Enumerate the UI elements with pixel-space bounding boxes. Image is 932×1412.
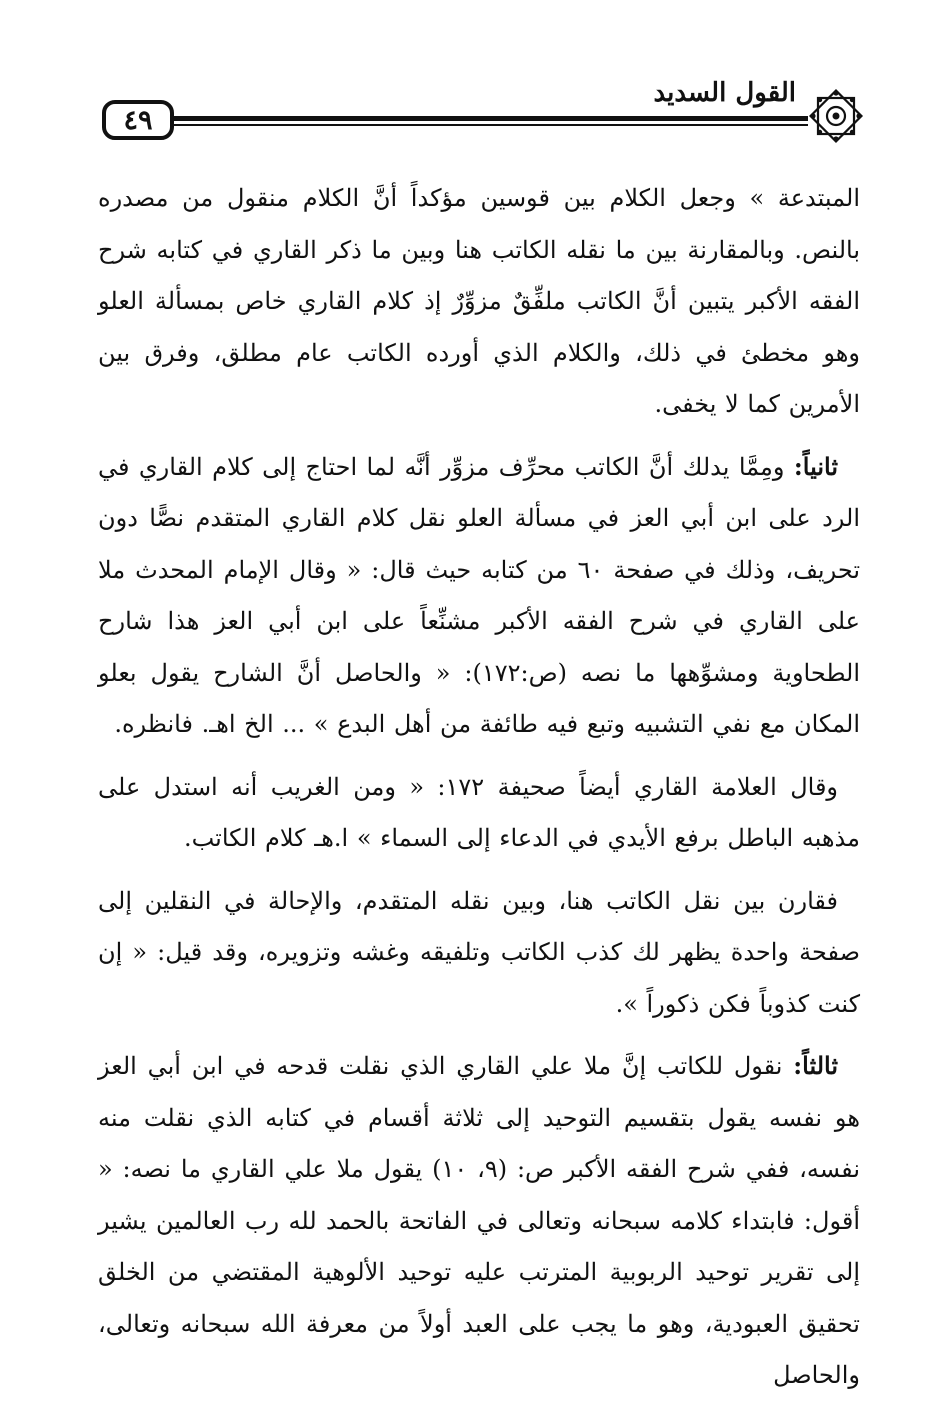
page-number: ٤٩: [102, 100, 174, 140]
paragraph-text: وقال العلامة القاري أيضاً صحيفة ١٧٢: « ومن الغريب أنه استدل على مذهبه الباطل برفع الأيدي في الدعاء إلى السماء » ا.هـ كلام الكاتب.: [98, 772, 860, 852]
paragraph-text: المبتدعة » وجعل الكلام بين قوسين مؤكداً أنَّ الكلام منقول من مصدره بالنص. وبالمقارنة بين ما نقله الكاتب هنا وبين ما ذكر القاري في كتابه شرح الفقه الأكبر يتبين أنَّ الكاتب ملفِّقٌ مزوِّرٌ إذ كلام القاري خاص بمسألة العلو وهو مخطئ في ذلك، والكلام الذي أورده الكاتب عام مطلق، وفرق بين الأمرين كما لا يخفى.: [98, 184, 860, 418]
eight-point-star-ornament-icon: [804, 84, 868, 148]
paragraph-text: ومِمَّا يدلك أنَّ الكاتب محرِّف مزوِّر أنَّه لما احتاج إلى كلام القاري في الرد على ابن أبي العز في مسألة العلو نقل كلام القاري المتقدم نصًّا دون تحريف، وذلك في صفحة ٦٠ من كتابه حيث قال: « وقال الإمام المحدث ملا على القاري في شرح الفقه الأكبر مشنِّعاً على ابن أبي العز هذا شارح الطحاوية ومشوِّهها ما نصه (ص:١٧٢): « والحاصل أنَّ الشارح يقول بعلو المكان مع نفي التشبيه وتبع فيه طائفة من أهل البدع » ... الخ اهـ. فانظره.: [98, 452, 861, 738]
paragraph-3: [98, 761, 860, 865]
page-header: [100, 78, 870, 148]
paragraph-5: [98, 1040, 860, 1402]
paragraph-text: فقارن بين نقل الكاتب هنا، وبين نقله المتقدم، والإحالة في النقلين إلى صفحة واحدة يظهر لك كذب الكاتب وتلفيقه وغشه وتزويره، وقد قيل: « إن كنت كذوباً فكن ذكوراً ».: [98, 886, 860, 1018]
header-rule-thick: [172, 116, 808, 121]
running-title: القول السديد: [647, 80, 802, 106]
header-rule-thin: [172, 124, 808, 126]
paragraph-2: [98, 441, 860, 751]
paragraph-lead: ثانياً:: [793, 451, 838, 481]
paragraph-1: [98, 172, 860, 431]
paragraph-text: نقول للكاتب إنَّ ملا علي القاري الذي نقلت قدحه في ابن أبي العز هو نفسه يقول بتقسيم التوحيد إلى ثلاثة أقسام في كتابه الذي نقلت منه نفسه، ففي شرح الفقه الأكبر ص: (٩، ١٠) يقول ملا علي القاري ما نصه: « أقول: فابتداء كلامه سبحانه وتعالى في الفاتحة بالحمد لله رب العالمين يشير إلى تقرير توحيد الربوبية المترتب عليه توحيد الألوهية المقتضي من الخلق تحقيق العبودية، وهو ما يجب على العبد أولاً من معرفة الله سبحانه وتعالى، والحاصل: [98, 1052, 861, 1389]
paragraph-4: [98, 875, 860, 1031]
paragraph-lead: ثالثاً:: [793, 1051, 838, 1080]
page-body: [98, 172, 860, 1412]
